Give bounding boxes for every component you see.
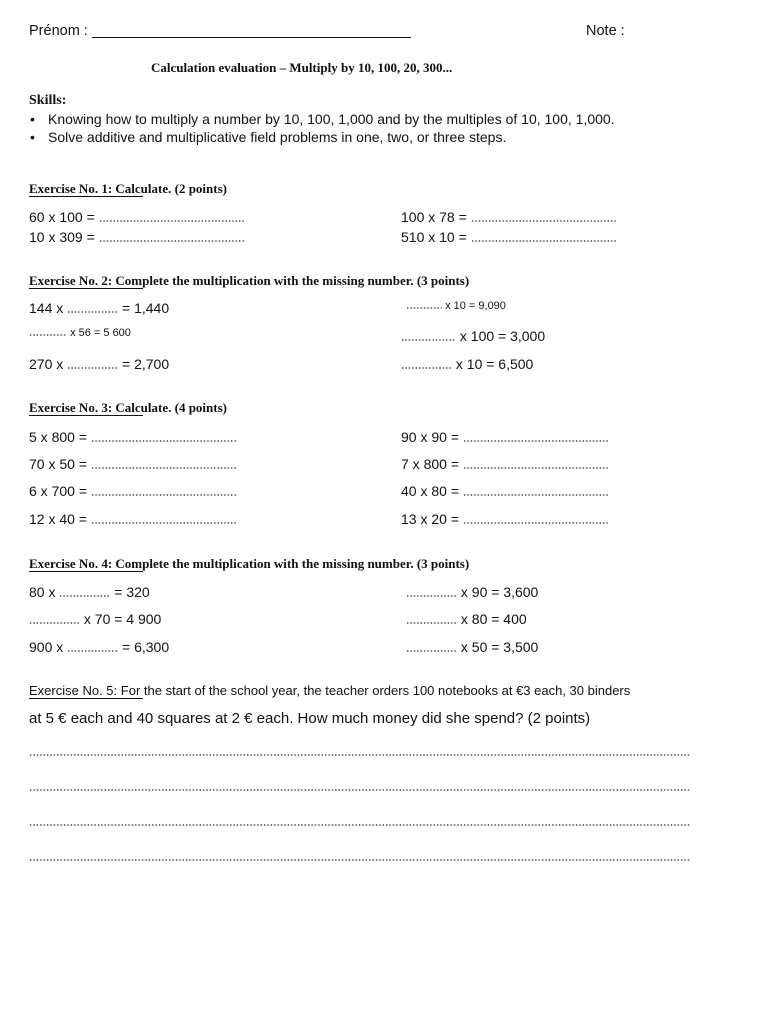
- equation: [29, 583, 150, 601]
- equation: [29, 510, 237, 528]
- answer-blank: [99, 234, 245, 242]
- equation: [406, 299, 506, 313]
- answer-blank: [91, 488, 237, 496]
- equation-text-before: 900 x: [29, 639, 64, 655]
- exercise-5-text: For the start of the school year, the teacher orders 100 notebooks at €3 each, 30 binders: [120, 683, 631, 698]
- skill-text: Knowing how to multiply a number by 10, 100, 1,000 and by the multiples of 10, 100, 1,000.: [48, 111, 615, 127]
- answer-line: [29, 788, 690, 791]
- answer-blank: [99, 214, 245, 222]
- equation: [29, 355, 169, 373]
- equation-text-after: x 80 = 400: [460, 611, 527, 627]
- equation-text-after: x 90 = 3,600: [460, 584, 539, 600]
- missing-number-blank: [29, 328, 67, 336]
- equation-text: 12 x 40 =: [29, 511, 87, 527]
- page-title: Calculation evaluation – Multiply by 10, 100, 20, 300...: [151, 60, 453, 75]
- equation: [406, 638, 538, 656]
- answer-blank: [91, 516, 237, 524]
- heading-underline: [29, 415, 143, 416]
- answer-blank: [463, 516, 609, 524]
- bullet-icon: •: [30, 111, 35, 127]
- equation-text: 40 x 80 =: [401, 483, 459, 499]
- skill-item: [29, 128, 506, 146]
- equation-text-after: = 1,440: [122, 300, 170, 316]
- equation: [29, 482, 237, 500]
- equation-text: 6 x 700 =: [29, 483, 87, 499]
- equation: [29, 455, 237, 473]
- equation-text-before: 144 x: [29, 300, 64, 316]
- answer-blank: [91, 434, 237, 442]
- missing-number-blank: [406, 589, 457, 597]
- exercise-5-question: at 5 € each and 40 squares at 2 € each. How much money did she spend? (2 points): [29, 710, 591, 727]
- answer-blank: [471, 234, 617, 242]
- heading-underline: [29, 698, 143, 699]
- equation: [401, 482, 609, 500]
- answer-blank: [463, 461, 609, 469]
- equation-text-after: x 100 = 3,000: [459, 328, 546, 344]
- equation: [29, 299, 169, 317]
- missing-number-blank: [29, 616, 80, 624]
- equation: [29, 228, 245, 246]
- equation-text: 90 x 90 =: [401, 429, 459, 445]
- exercise-5-label: Exercise No. 5:: [29, 683, 118, 698]
- bullet-icon: •: [30, 129, 35, 145]
- equation-text: 60 x 100 =: [29, 209, 95, 225]
- equation-text: 100 x 78 =: [401, 209, 467, 225]
- answer-line: [29, 858, 690, 861]
- equation-text-before: 270 x: [29, 356, 64, 372]
- missing-number-blank: [401, 361, 452, 369]
- equation-text-after: x 50 = 3,500: [460, 639, 539, 655]
- missing-number-blank: [401, 333, 456, 341]
- equation-text-after: x 56 = 5 600: [70, 327, 131, 339]
- answer-blank: [463, 434, 609, 442]
- equation: [401, 208, 617, 226]
- skill-text: Solve additive and multiplicative field problems in one, two, or three steps.: [48, 129, 507, 145]
- equation-text: 10 x 309 =: [29, 229, 95, 245]
- equation: [406, 583, 538, 601]
- equation: [401, 355, 533, 373]
- equation: [29, 326, 131, 340]
- name-label: Prénom :: [29, 23, 88, 39]
- exercise-3-heading: Exercise No. 3: Calculate. (4 points): [29, 400, 227, 415]
- equation-text: 70 x 50 =: [29, 456, 87, 472]
- name-field: [29, 22, 411, 40]
- equation: [401, 228, 617, 246]
- equation: [29, 610, 161, 628]
- missing-number-blank: [406, 644, 457, 652]
- equation: [401, 327, 545, 345]
- missing-number-blank: [406, 616, 457, 624]
- heading-underline: [29, 196, 143, 197]
- equation-text-after: = 320: [114, 584, 150, 600]
- exercise-2-heading: Exercise No. 2: Complete the multiplication with the missing number. (3 points): [29, 273, 470, 288]
- equation-text: 5 x 800 =: [29, 429, 87, 445]
- missing-number-blank: [67, 305, 118, 313]
- heading-underline: [29, 288, 143, 289]
- skills-heading: Skills:: [29, 93, 67, 108]
- missing-number-blank: [406, 301, 442, 309]
- name-blank-line: [92, 36, 411, 38]
- missing-number-blank: [67, 644, 118, 652]
- equation-text-after: = 2,700: [122, 356, 170, 372]
- equation: [29, 638, 169, 656]
- exercise-1-heading: Exercise No. 1: Calculate. (2 points): [29, 181, 227, 196]
- answer-blank: [471, 214, 617, 222]
- equation-text-before: 80 x: [29, 584, 56, 600]
- equation: [401, 510, 609, 528]
- equation: [406, 610, 527, 628]
- equation: [29, 208, 245, 226]
- equation-text-after: = 6,300: [122, 639, 170, 655]
- equation: [401, 455, 609, 473]
- answer-line: [29, 753, 690, 756]
- answer-blank: [463, 488, 609, 496]
- equation: [401, 428, 609, 446]
- equation: [29, 428, 237, 446]
- equation-text: 510 x 10 =: [401, 229, 467, 245]
- skill-item: [29, 110, 615, 128]
- heading-underline: [29, 571, 143, 572]
- equation-text-after: x 10 = 9,090: [445, 300, 506, 312]
- missing-number-blank: [59, 589, 110, 597]
- equation-text: 13 x 20 =: [401, 511, 459, 527]
- note-label: Note :: [586, 23, 625, 39]
- missing-number-blank: [67, 361, 118, 369]
- answer-line: [29, 823, 690, 826]
- equation-text: 7 x 800 =: [401, 456, 459, 472]
- exercise-5-statement: [29, 683, 630, 699]
- equation-text-after: x 10 = 6,500: [455, 356, 534, 372]
- equation-text-after: x 70 = 4 900: [83, 611, 162, 627]
- exercise-4-heading: Exercise No. 4: Complete the multiplication with the missing number. (3 points): [29, 556, 470, 571]
- answer-blank: [91, 461, 237, 469]
